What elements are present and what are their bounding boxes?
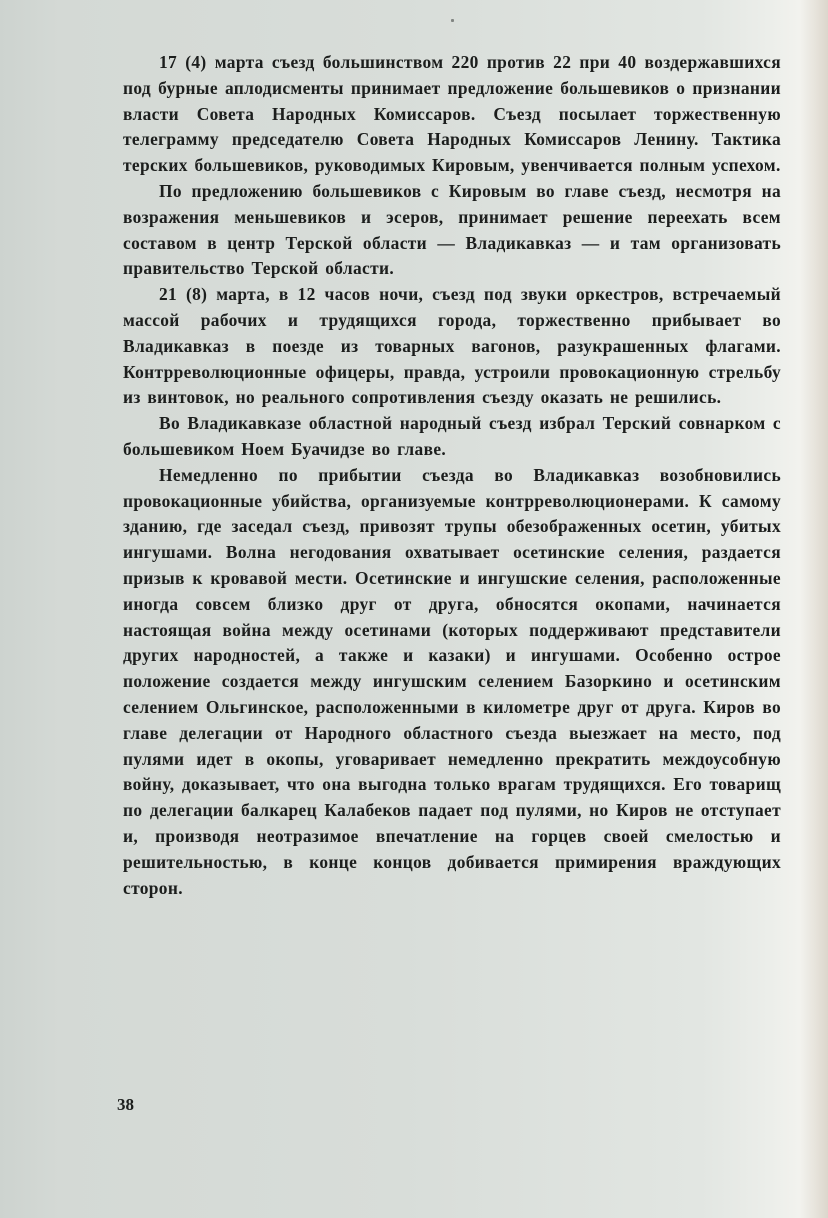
paragraph-2: По предложению большевиков с Кировым во главе съезд, несмотря на возражения меньшевиков и эсеров, принимает решение переехать всем составом в центр Терской области — Владикавказ — и там организовать правительство Терской области.: [123, 180, 781, 279]
print-speck: [451, 19, 454, 22]
paragraph-4: Во Владикавказе областной народный съезд избрал Терский совнарком с большевиком Ноем Буачидзе во главе.: [123, 413, 781, 459]
paragraph-3: 21 (8) марта, в 12 часов ночи, съезд под звуки оркестров, встречаемый массой рабочих и трудящихся города, торжественно прибывает во Владикавказ в поезде из товарных вагонов, разукрашенных флагами. Контрреволюционные офицеры, правда, устроили провокационную стрельбу из винтовок, но реального сопротивления съезду оказать не решились.: [123, 284, 781, 408]
paragraph-5: Немедленно по прибытии съезда во Владикавказ возобновились провокационные убийства, организуемые контрреволюционерами. К самому зданию, где заседал съезд, привозят трупы обезображенных осетин, убитых ингушами. Волна негодования охватывает осетинские селения, раздается призыв к кровавой мести. Осетинские и ингушские селения, расположенные иногда совсем близко друг от друга, обносятся окопами, начинается настоящая война между осетинами (которых поддерживают представители других народностей, а также и казаки) и ингушами. Особенно острое положение создается между ингушским селением Базоркино и осетинским селением Ольгинское, расположенными в километре друг от друга. Киров во главе делегации от Народного областного съезда выезжает на место, под пулями идет в окопы, уговаривает немедленно прекратить междоусобную войну, доказывает, что она выгодна только врагам трудящихся. Его товарищ по делегации балкарец Калабеков падает под пулями, но Киров не отступает и, производя неотразимое впечатление на горцев своей смелостью и решительностью, в конце концов добивается примирения враждующих сторон.: [123, 464, 781, 898]
page-number: 38: [117, 1095, 134, 1114]
body-text: [123, 50, 781, 901]
paragraph-1: 17 (4) марта съезд большинством 220 против 22 при 40 воздержавшихся под бурные аплодисменты принимает предложение большевиков о признании власти Совета Народных Комиссаров. Съезд посылает торжественную телеграмму председателю Совета Народных Комиссаров Ленину. Тактика терских большевиков, руководимых Кировым, увенчивается полным успехом.: [123, 52, 781, 176]
